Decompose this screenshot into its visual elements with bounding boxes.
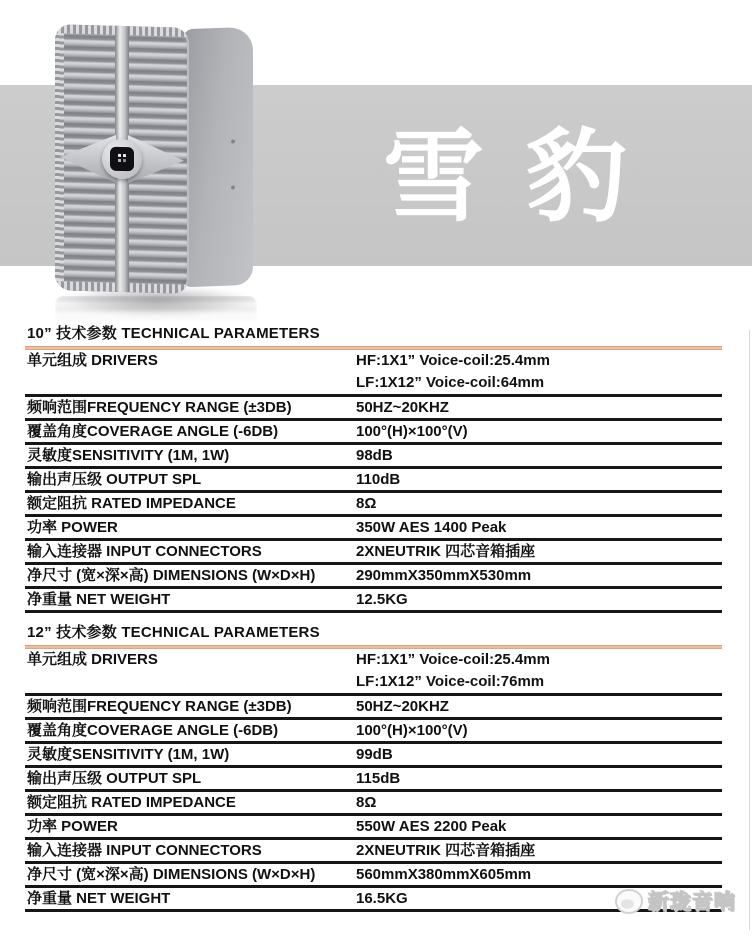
- spec-row-sensitivity: [25, 445, 722, 469]
- brand-logo-icon: [615, 889, 643, 914]
- spec-value: 560mmX380mmX605mm: [356, 866, 532, 883]
- spec-row-rated-impedance: [25, 792, 722, 816]
- spec-row-frequency-range: [25, 696, 722, 720]
- page-edge-line: [749, 330, 750, 930]
- spec-label: 功率 POWER: [27, 519, 118, 536]
- spec-value: 8Ω: [356, 794, 377, 811]
- spec-label: 覆盖角度COVERAGE ANGLE (-6DB): [27, 423, 279, 440]
- spec-row-input-connectors: [25, 541, 722, 565]
- spec-label: 输出声压级 OUTPUT SPL: [27, 471, 202, 488]
- spec-label: 输入连接器 INPUT CONNECTORS: [27, 842, 262, 859]
- hero-section: [0, 0, 752, 322]
- speaker-side-panel: [183, 27, 253, 287]
- section-title: 12” 技术参数 TECHNICAL PARAMETERS: [27, 624, 320, 641]
- spec-row-frequency-range: [25, 397, 722, 421]
- spec-label: 额定阻抗 RATED IMPEDANCE: [27, 794, 236, 811]
- spec-label: 功率 POWER: [27, 818, 118, 835]
- spec-value: 16.5KG: [356, 890, 408, 907]
- spec-row-dimensions: [25, 565, 722, 589]
- spec-section-10inch: [25, 322, 722, 613]
- spec-value: 100°(H)×100°(V): [356, 722, 468, 739]
- spec-label: 净重量 NET WEIGHT: [27, 591, 171, 608]
- spec-row-sensitivity: [25, 744, 722, 768]
- spec-label: 单元组成 DRIVERS: [27, 352, 158, 369]
- spec-value: 115dB: [356, 770, 401, 787]
- spec-row-dimensions: [25, 864, 722, 888]
- brand-badge-icon: [110, 147, 134, 172]
- spec-row-coverage-angle: [25, 421, 722, 445]
- spec-row-rated-impedance: [25, 493, 722, 517]
- spec-value: 110dB: [356, 471, 401, 488]
- spec-value: HF:1X1” Voice-coil:25.4mm: [356, 352, 550, 369]
- brand-name: 新珑音响: [648, 891, 736, 914]
- spec-label: 灵敏度SENSITIVITY (1M, 1W): [27, 746, 230, 763]
- spec-label: 额定阻抗 RATED IMPEDANCE: [27, 495, 236, 512]
- model-name-title: 雪豹: [383, 122, 670, 234]
- spec-value: 50HZ~20KHZ: [356, 698, 449, 715]
- speaker-front-grille: [55, 24, 189, 294]
- speaker-reflection: [55, 296, 257, 322]
- spec-label: 频响范围FREQUENCY RANGE (±3DB): [27, 399, 292, 416]
- spec-row-input-connectors: [25, 840, 722, 864]
- spec-value: 100°(H)×100°(V): [356, 423, 468, 440]
- speaker-product-image: [55, 24, 257, 322]
- spec-row-output-spl: [25, 469, 722, 493]
- spec-row-power: [25, 816, 722, 840]
- spec-value: 350W AES 1400 Peak: [356, 519, 507, 536]
- spec-value: LF:1X12” Voice-coil:76mm: [356, 673, 545, 690]
- spec-label: 净重量 NET WEIGHT: [27, 890, 171, 907]
- spec-label: 单元组成 DRIVERS: [27, 651, 158, 668]
- spec-label: 净尺寸 (宽×深×高) DIMENSIONS (W×D×H): [27, 567, 316, 584]
- spec-row-net-weight: [25, 589, 722, 613]
- spec-value: 550W AES 2200 Peak: [356, 818, 507, 835]
- spec-value: 12.5KG: [356, 591, 408, 608]
- spec-section-12inch: [25, 621, 722, 912]
- spec-value: HF:1X1” Voice-coil:25.4mm: [356, 651, 550, 668]
- spec-label: 输入连接器 INPUT CONNECTORS: [27, 543, 262, 560]
- section-title: 10” 技术参数 TECHNICAL PARAMETERS: [27, 325, 320, 342]
- brand-watermark: [615, 886, 736, 916]
- spec-row-drivers: [25, 350, 722, 397]
- spec-value: 8Ω: [356, 495, 377, 512]
- spec-value: LF:1X12” Voice-coil:64mm: [356, 374, 545, 391]
- spec-value: 2XNEUTRIK 四芯音箱插座: [356, 543, 536, 560]
- spec-value: 50HZ~20KHZ: [356, 399, 449, 416]
- spec-tables: [25, 322, 722, 912]
- spec-value: 98dB: [356, 447, 393, 464]
- spec-value: 99dB: [356, 746, 393, 763]
- spec-value: 290mmX350mmX530mm: [356, 567, 532, 584]
- spec-row-coverage-angle: [25, 720, 722, 744]
- spec-value: 2XNEUTRIK 四芯音箱插座: [356, 842, 536, 859]
- spec-label: 覆盖角度COVERAGE ANGLE (-6DB): [27, 722, 279, 739]
- spec-row-power: [25, 517, 722, 541]
- spec-row-output-spl: [25, 768, 722, 792]
- spec-row-drivers: [25, 649, 722, 696]
- spec-label: 灵敏度SENSITIVITY (1M, 1W): [27, 447, 230, 464]
- spec-label: 频响范围FREQUENCY RANGE (±3DB): [27, 698, 292, 715]
- spec-label: 净尺寸 (宽×深×高) DIMENSIONS (W×D×H): [27, 866, 316, 883]
- spec-label: 输出声压级 OUTPUT SPL: [27, 770, 202, 787]
